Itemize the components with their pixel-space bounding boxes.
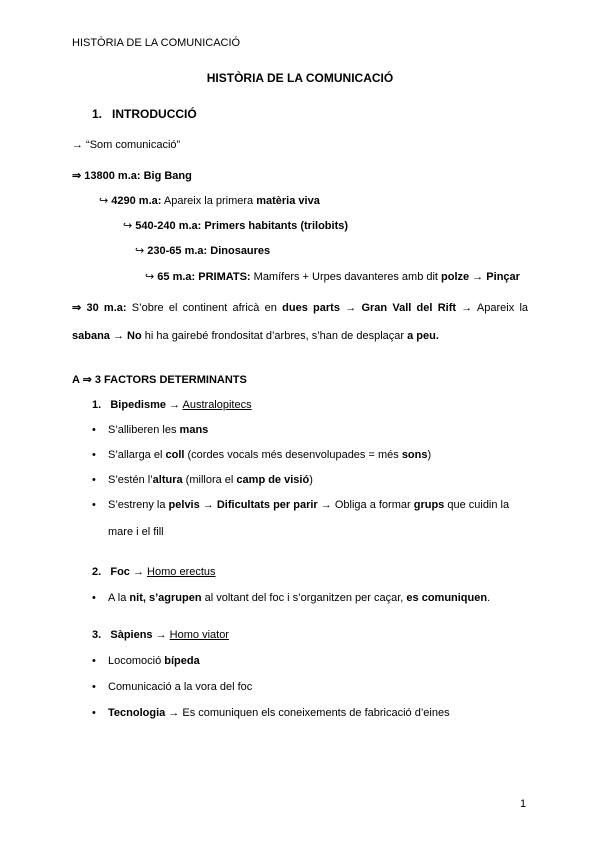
bullet-icon: • <box>92 499 96 511</box>
factor-link: Homo viator <box>169 629 229 641</box>
bold: dues parts <box>282 302 340 314</box>
arrow-icon: → <box>132 566 144 578</box>
arrow-icon: → <box>112 330 124 342</box>
bullet-icon: • <box>92 474 96 486</box>
arrow-icon: → <box>202 499 214 511</box>
list-item <box>108 473 313 487</box>
text: S’estreny la <box>108 499 166 511</box>
timeline-bold: Pinçar <box>486 271 520 283</box>
text: → Apareix la <box>461 302 529 314</box>
text: S’allarga el <box>108 449 163 461</box>
text: Comunicació a la vora del foc <box>108 681 253 693</box>
factor-1-heading <box>92 398 252 412</box>
section-number: 1. <box>92 107 103 121</box>
bold: sabana <box>72 330 110 342</box>
factor-number: 3. <box>92 629 102 641</box>
timeline-bold: 230-65 m.a: Dinosaures <box>147 245 271 257</box>
list-item <box>108 680 252 694</box>
timeline-bold: matèria viva <box>256 195 320 207</box>
factor-link: Australopitecs <box>182 399 252 411</box>
factor-link: Homo erectus <box>147 566 216 578</box>
timeline-text: Mamífers + Urpes davanteres amb dit <box>253 271 438 283</box>
text: . <box>487 592 491 604</box>
curved-arrow-icon: ↪ <box>123 220 133 232</box>
factor-2-heading <box>92 565 216 579</box>
text: Locomoció <box>108 655 162 667</box>
arrow-icon: → <box>168 707 180 719</box>
page-number: 1 <box>520 798 527 810</box>
bullet-icon: • <box>92 424 96 436</box>
list-item <box>108 492 528 546</box>
text: ) <box>427 449 432 461</box>
bullet-icon: • <box>92 449 96 461</box>
arrow-icon: → <box>169 399 181 411</box>
text: hi ha gairebé frondositat d’arbres, s’han de desplaçar <box>144 330 405 342</box>
section-label: INTRODUCCIÓ <box>112 107 197 121</box>
list-item <box>108 591 490 605</box>
factor-title: Sàpiens <box>110 629 153 641</box>
text: S’obre el continent africà en <box>131 302 277 314</box>
bold: Tecnologia <box>108 707 166 719</box>
timeline-4290 <box>99 194 320 208</box>
bold: No <box>127 330 142 342</box>
timeline-bold: polze <box>441 271 470 283</box>
bold: sons <box>401 449 428 461</box>
text: S’estén l’ <box>108 474 153 486</box>
arrow-icon: → <box>472 271 484 283</box>
bullet-icon: • <box>92 592 96 604</box>
timeline-230 <box>135 244 270 258</box>
text: que cuidin la mare i el fill <box>108 499 510 538</box>
section-heading-introduccio <box>92 107 197 121</box>
factor-number: 2. <box>92 566 102 578</box>
arrow-icon: → <box>345 302 357 314</box>
text: (cordes vocals més desenvolupades = més <box>187 449 399 461</box>
bold: grups <box>413 499 445 511</box>
list-item <box>108 448 431 462</box>
paragraph-30ma <box>72 294 528 350</box>
factor-3-heading <box>92 628 229 642</box>
bold: mans <box>179 424 209 436</box>
lead-bold: ⇒ 30 m.a: <box>72 302 127 314</box>
factor-title: Bipedisme <box>110 399 166 411</box>
big-bang-line: ⇒ 13800 m.a: Big Bang <box>72 170 192 182</box>
bold: bípeda <box>164 655 200 667</box>
factor-title: Foc <box>110 566 130 578</box>
bullet-icon: • <box>92 681 96 693</box>
bold: a peu. <box>407 330 439 342</box>
timeline-540 <box>123 219 348 233</box>
bold: Gran Vall del Rift <box>361 302 457 314</box>
running-header: HISTÒRIA DE LA COMUNICACIÓ <box>72 37 241 49</box>
timeline-date: 4290 m.a: <box>111 195 162 207</box>
bullet-icon: • <box>92 707 96 719</box>
timeline-bold: 65 m.a: PRIMATS: <box>157 271 251 283</box>
curved-arrow-icon: ↪ <box>135 245 145 257</box>
text: Es comuniquen els coneixements de fabricació d’eines <box>182 707 450 719</box>
text: ) <box>309 474 313 486</box>
curved-arrow-icon: ↪ <box>145 271 155 283</box>
bold: coll <box>165 449 185 461</box>
curved-arrow-icon: ↪ <box>99 195 109 207</box>
bullet-icon: • <box>92 655 96 667</box>
page-title: HISTÒRIA DE LA COMUNICACIÓ <box>206 71 394 85</box>
arrow-icon: → <box>155 629 167 641</box>
bold: altura <box>152 474 183 486</box>
text: A la <box>108 592 127 604</box>
timeline-text: Apareix la primera <box>163 195 254 207</box>
text: (millora el <box>185 474 234 486</box>
timeline-65 <box>145 270 520 284</box>
bold: es comuniquen <box>406 592 488 604</box>
bold: pelvis <box>168 499 200 511</box>
factor-number: 1. <box>92 399 102 411</box>
list-item <box>108 706 450 720</box>
list-item <box>108 423 208 437</box>
text: al voltant del foc i s’organitzen per caçar, <box>204 592 404 604</box>
quote-line: → “Som comunicació” <box>72 139 181 151</box>
factors-heading: A ⇒ 3 FACTORS DETERMINANTS <box>72 374 247 386</box>
bold: Dificultats per parir <box>216 499 318 511</box>
text: → Obliga a formar <box>320 499 411 511</box>
bold: nit, s’agrupen <box>129 592 202 604</box>
text: S’alliberen les <box>108 424 177 436</box>
timeline-bold: 540-240 m.a: Primers habitants (trilobits) <box>135 220 349 232</box>
bold: camp de visió <box>236 474 310 486</box>
list-item <box>108 654 200 668</box>
